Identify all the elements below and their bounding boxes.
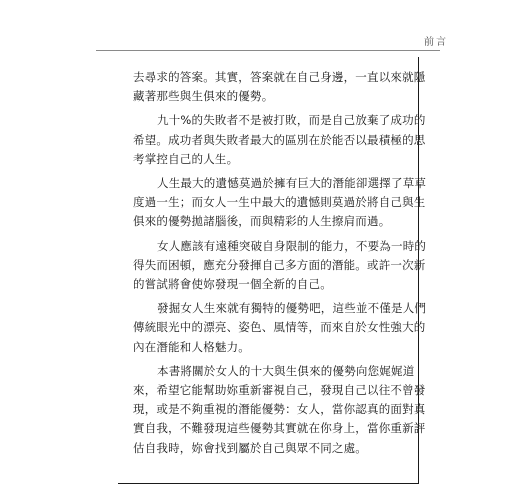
text-line: 女人應該有遠種突破自身限制的能力，不要為一時的 [157, 238, 427, 253]
text-line: 希望。成功者與失敗者最大的區別在於能否以最積極的思 [133, 132, 426, 147]
body-paragraph [133, 299, 427, 357]
text-line: 估自我時，妳會找到屬於自己與眾不同之處。 [133, 440, 367, 455]
text-line: 考掌控自己的人生。 [133, 151, 239, 166]
text-line: 俱來的優勢拋諸腦後，而與精彩的人生擦肩而過。 [133, 214, 391, 229]
text-line: 得失而困頓，應充分發揮自己多方面的潛能。或許一次新 [133, 257, 426, 272]
text-line: 藏著那些與生俱來的優勢。 [133, 89, 274, 104]
page-body [133, 68, 427, 463]
header-rule [96, 50, 440, 51]
text-line: 現，或是不夠重視的潛能優勢：女人，當你認真的面對真 [133, 402, 426, 417]
text-line: 來，希望它能幫助妳重新審視自己，發現自己以往不曾發 [133, 383, 426, 398]
text-line: 人生最大的遺憾莫過於擁有巨大的潛能卻選擇了草草 [157, 176, 427, 191]
text-line: 九十%的失敗者不是被打敗，而是自己放棄了成功的 [157, 113, 426, 128]
text-line: 內在潛能和人格魅力。 [133, 339, 250, 354]
body-paragraph [133, 174, 427, 232]
text-line: 度過一生；而女人一生中最大的遺憾則莫過於將自己與生 [133, 195, 426, 210]
running-header: 前言 [424, 37, 448, 48]
text-line: 發掘女人生來就有獨特的優勢吧，這些並不僅是人們 [157, 301, 427, 316]
text-line: 本書將關於女人的十大與生俱來的優勢向您娓娓道 [157, 363, 415, 378]
body-paragraph [133, 362, 426, 458]
body-paragraph [133, 111, 426, 169]
text-line: 傳統眼光中的漂亮、姿色、風情等，而來自於女性強大的 [133, 320, 426, 335]
text-line: 去尋求的答案。其實，答案就在自己身邊，一直以來就隱 [133, 70, 426, 84]
text-line: 的嘗試將會使妳發現一個全新的自己。 [133, 277, 332, 292]
body-paragraph [133, 68, 426, 106]
text-line: 實自我，不難發現這些優勢其實就在你身上，當你重新評 [133, 421, 426, 436]
body-paragraph [133, 237, 427, 295]
